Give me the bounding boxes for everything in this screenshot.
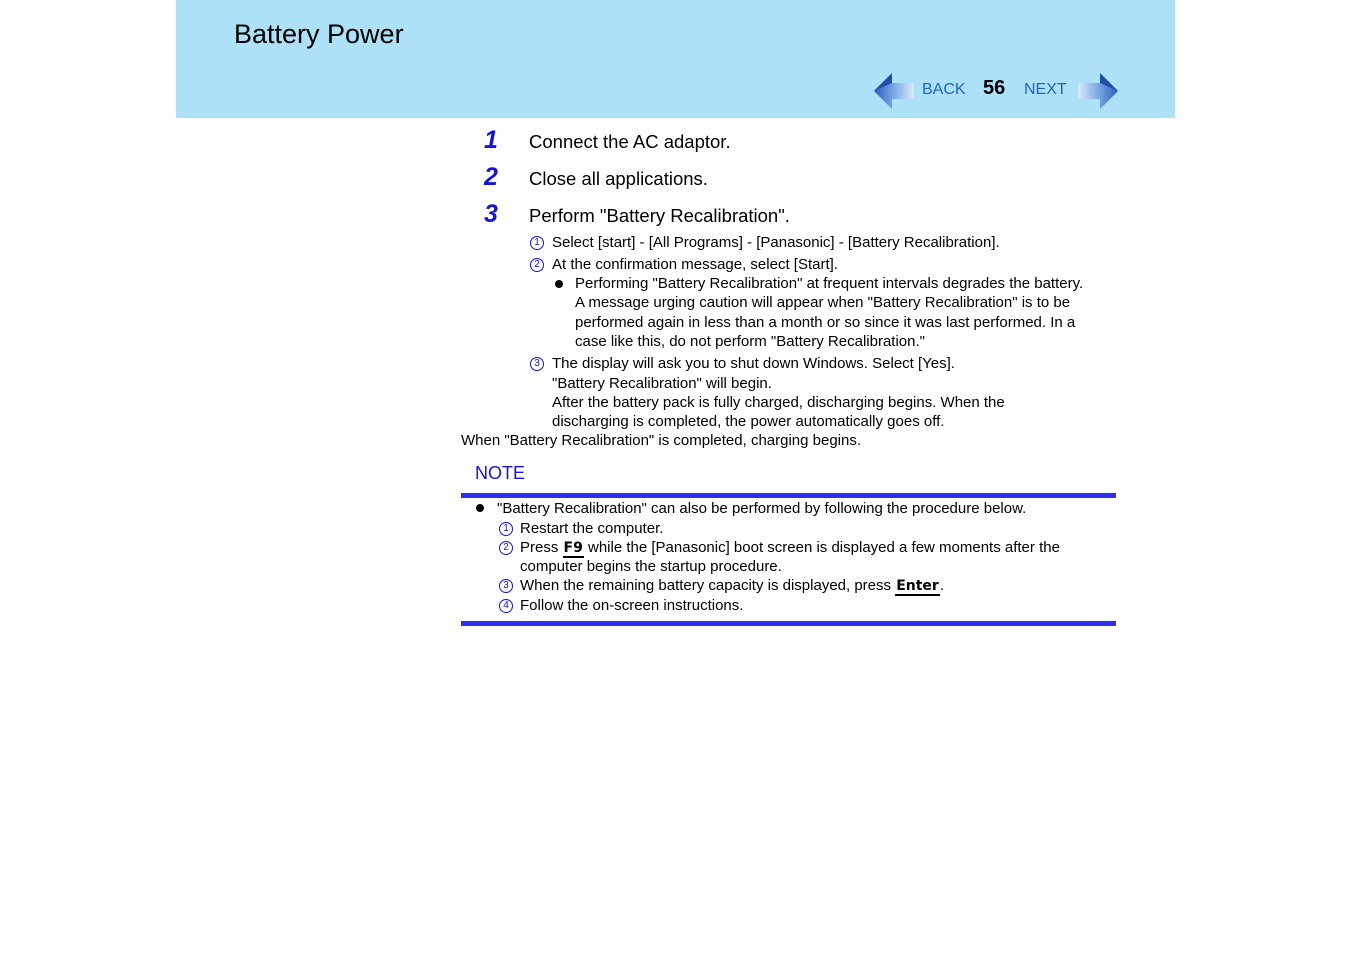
caution-line: Performing "Battery Recalibration" at frequent intervals degrades the battery. (575, 275, 1084, 292)
caution-line: case like this, do not perform "Battery Recalibration." (575, 333, 925, 350)
note-step-text: Restart the computer. (520, 520, 664, 537)
note-label: NOTE (475, 463, 526, 483)
header-bar (176, 0, 1175, 118)
back-arrow-icon[interactable] (874, 72, 914, 110)
note-step-marker: 1 (499, 522, 513, 536)
step-text: Connect the AC adaptor. (529, 131, 731, 152)
note-step-text-post: . (939, 577, 944, 594)
note-step-text: Follow the on-screen instructions. (520, 597, 744, 614)
completion-text: When "Battery Recalibration" is completed, charging begins. (461, 432, 862, 449)
note-step-text (520, 576, 944, 596)
page-title: Battery Power (234, 19, 404, 49)
note-step-text (520, 538, 1060, 558)
next-link[interactable]: NEXT (1024, 81, 1067, 98)
next-arrow-icon[interactable] (1078, 72, 1118, 110)
f9-key: F9 (563, 540, 583, 556)
caution-line: A message urging caution will appear when "Battery Recalibration" is to be (575, 294, 1071, 311)
step-text: Perform "Battery Recalibration". (529, 205, 790, 226)
substep-marker: 2 (530, 258, 544, 272)
bullet-icon (555, 280, 563, 288)
substep-text: At the confirmation message, select [Start]. (552, 256, 838, 273)
substep-text: After the battery pack is fully charged, discharging begins. When the (552, 394, 1005, 411)
back-link[interactable]: BACK (922, 81, 966, 98)
step-number: 1 (484, 126, 498, 154)
page-number: 56 (983, 77, 1006, 99)
substep-text: discharging is completed, the power automatically goes off. (552, 413, 945, 430)
substep-text: The display will ask you to shut down Windows. Select [Yes]. (552, 355, 955, 372)
step-number: 3 (484, 200, 498, 228)
step-text: Close all applications. (529, 168, 708, 189)
substep-text: "Battery Recalibration" will begin. (552, 375, 772, 392)
substep-text: Select [start] - [All Programs] - [Panasonic] - [Battery Recalibration]. (552, 234, 1000, 251)
step-number: 2 (484, 163, 498, 191)
bullet-icon (476, 504, 484, 512)
substep-marker: 3 (530, 357, 544, 371)
note-step-text-pre: When the remaining battery capacity is displayed, press (520, 577, 896, 594)
note-step-text-pre: Press (520, 539, 563, 556)
note-step-marker: 4 (499, 599, 513, 613)
note-text: "Battery Recalibration" can also be performed by following the procedure below. (497, 500, 1027, 517)
note-step-marker: 3 (499, 579, 513, 593)
note-top-rule (461, 493, 1116, 498)
caution-line: performed again in less than a month or so since it was last performed. In a (575, 314, 1076, 331)
note-bottom-rule (461, 621, 1116, 626)
enter-key: Enter (896, 578, 939, 594)
note-step-text: computer begins the startup procedure. (520, 558, 782, 575)
note-step-text-post: while the [Panasonic] boot screen is displayed a few moments after the (583, 539, 1060, 556)
note-step-marker: 2 (499, 541, 513, 555)
substep-marker: 1 (530, 236, 544, 250)
